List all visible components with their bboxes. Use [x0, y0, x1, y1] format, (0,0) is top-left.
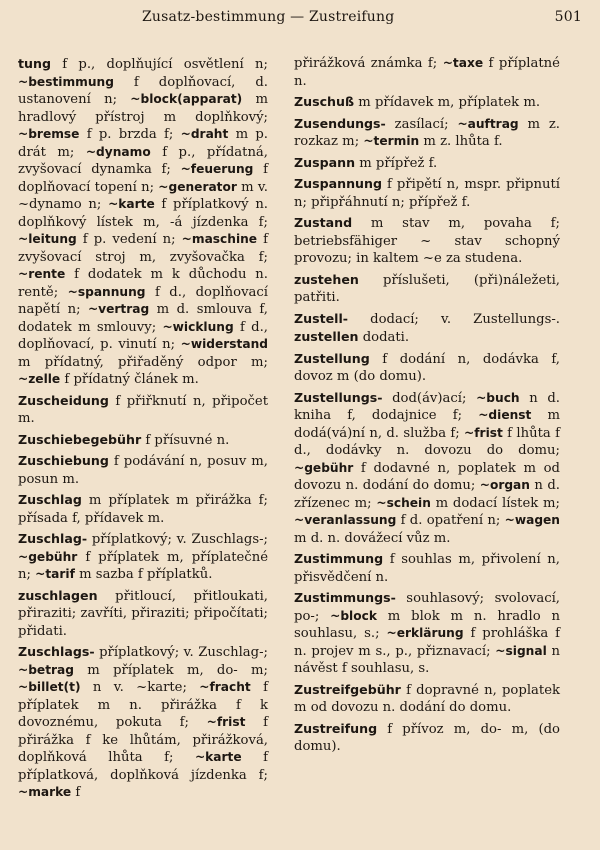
dictionary-entry — [294, 389, 560, 548]
headword: Zuspann — [294, 154, 356, 170]
dictionary-entry — [18, 530, 268, 584]
compound-headword: ~dynamo — [85, 144, 151, 159]
headword: Zustimmungs- — [294, 590, 396, 605]
headword: Zuspannung — [294, 176, 382, 191]
headword: Zusendungs- — [294, 115, 386, 131]
compound-headword: ~signal — [495, 643, 547, 658]
definition-text: příplatkový; v. Zuschlag-; — [94, 645, 268, 660]
definition-text: m d. n. dovážecí vůz m. — [294, 530, 451, 546]
dictionary-entry — [294, 681, 560, 717]
right-column — [294, 55, 560, 759]
compound-headword: ~karte — [194, 750, 242, 764]
compound-headword: ~billet(t) — [18, 680, 81, 694]
compound-headword: ~widerstand — [180, 337, 268, 351]
definition-text: m stav m, povaha f; betriebsfähiger ~ stav schopný provozu; in kaltem ~e za studena. — [294, 216, 560, 266]
compound-headword: ~termin — [363, 134, 420, 148]
definition-text: m p. drát m; — [18, 127, 268, 160]
definition-text: dod(áv)ací; — [382, 390, 477, 406]
definition-text: f p. brzda f; — [79, 127, 181, 142]
definition-text: m z. rozkaz m; — [294, 116, 560, 149]
definition-text: m z. lhůta f. — [419, 134, 503, 149]
compound-headword: ~erklärung — [386, 626, 464, 640]
dictionary-entry — [294, 55, 560, 90]
headword: Zuschlags- — [18, 644, 95, 659]
dictionary-entry — [18, 392, 268, 428]
compound-headword: ~organ — [479, 478, 530, 492]
definition-text: n návěst f souhlasu, s. — [294, 643, 560, 676]
compound-headword: ~wagen — [504, 513, 560, 527]
definition-text: m d. smlouva f, dodatek m smlouvy; — [18, 302, 268, 335]
definition-text: m dodá(vá)ní n, d. služba f; — [294, 408, 560, 441]
dictionary-entry — [294, 350, 560, 386]
definition-text: f dodatek m k důchodu n. rentě; — [18, 267, 268, 300]
compound-headword: ~fracht — [199, 680, 251, 694]
headword: zustehen — [294, 271, 359, 287]
definition-text: n v. ~karte; — [80, 680, 200, 695]
definition-text: f p., doplňující osvětlení n; — [50, 57, 268, 72]
dictionary-entry — [294, 271, 560, 307]
definition-text: f dodavné n, poplatek m od dovozu n. dodání do domu; — [294, 460, 560, 493]
compound-headword: ~block(apparat) — [130, 92, 243, 106]
running-header — [0, 6, 600, 28]
dictionary-entry — [294, 115, 560, 151]
definition-text: m přídavek m, příplatek m. — [354, 95, 541, 110]
compound-headword: ~bestimmung — [18, 74, 114, 89]
definition-text: m přípřež f. — [355, 155, 438, 171]
definition-text: f doplňovací topení n; — [18, 162, 268, 195]
definition-text: f příplatek m, příplatečné n; — [18, 549, 268, 582]
left-column — [18, 55, 268, 805]
definition-text: příplatkový; v. Zuschlags-; — [87, 532, 268, 547]
compound-headword: ~spannung — [67, 284, 146, 299]
definition-text: f zvyšovací stroj m, zvyšovačka f; — [18, 232, 269, 265]
compound-headword: ~frist — [206, 715, 246, 729]
definition-text: f doplňovací, d. ustanovení n; — [18, 74, 268, 107]
definition-text: n d. zřízenec m; — [294, 478, 560, 511]
compound-headword: ~zelle — [18, 372, 61, 386]
definition-text: m v. ~dynamo n; — [18, 179, 268, 212]
headword: Zuscheidung — [18, 392, 109, 408]
dictionary-entry — [294, 175, 560, 211]
headword: Zustand — [294, 215, 353, 230]
compound-headword: ~leitung — [18, 232, 77, 246]
headword: tung — [18, 56, 51, 71]
definition-text: f dopravné n, poplatek m od dovozu n. dodání do domu. — [294, 682, 560, 715]
headword: zustellen — [294, 329, 359, 344]
definition-text: n d. kniha f, dodajnice f; — [294, 390, 560, 423]
dictionary-entry — [294, 720, 560, 756]
headword: Zuschiebegebühr — [18, 431, 142, 447]
dictionary-entry — [18, 55, 268, 389]
definition-text: m blok m n. hradlo n souhlasu, s.; — [294, 608, 560, 641]
definition-text: f d., doplňovací, p. vinutí n; — [18, 319, 268, 352]
dictionary-entry — [294, 93, 560, 112]
definition-text: přirážková známka f; — [294, 56, 443, 71]
dictionary-entry — [294, 214, 560, 268]
definition-text: f příplatkový n. doplňkový lístek m, -á jízdenka f; — [18, 197, 269, 230]
definition-text: f — [71, 785, 81, 800]
definition-text: příslušeti, (při)náležeti, patřiti. — [294, 272, 560, 305]
definition-text: přitloucí, přitloukati, přiraziti; zavříti, přiraziti; připočítati; přidati. — [18, 588, 268, 639]
definition-text: m dodací lístek m; — [430, 495, 560, 511]
definition-text: f příplatková, doplňková jízdenka f; — [18, 750, 269, 783]
headword: Zustellungs- — [294, 389, 383, 405]
compound-headword: ~frist — [464, 425, 503, 440]
header-title: Zusatz-bestimmung — Zustreifung — [142, 9, 395, 25]
definition-text: f lhůta f d., dodávky n. dovozu do domu; — [294, 425, 560, 458]
compound-headword: ~block — [330, 608, 377, 623]
compound-headword: ~maschine — [181, 232, 258, 246]
definition-text: dodací; v. Zustellungs-. — [348, 311, 560, 327]
compound-headword: ~generator — [158, 179, 237, 194]
compound-headword: ~gebühr — [18, 549, 78, 564]
compound-headword: ~wicklung — [162, 319, 234, 334]
compound-headword: ~bremse — [18, 127, 80, 141]
dictionary-entry — [18, 452, 268, 488]
headword: Zustreifung — [294, 720, 378, 736]
compound-headword: ~feuerung — [180, 162, 254, 176]
definition-text: f připětí n, mspr. připnutí n; připřáhnutí n; přípřež f. — [294, 177, 560, 210]
definition-text: f příplatek m n. přirážka f k dovoznému, pokuta f; — [18, 680, 269, 730]
definition-text: f p., přídatná, zvyšovací dynamka f; — [18, 144, 268, 177]
definition-text: f prohláška f n. projev m s., p., přiznavací; — [294, 626, 560, 659]
definition-text: m sazba f příplatků. — [74, 567, 213, 582]
headword: Zustimmung — [294, 551, 384, 566]
compound-headword: ~gebühr — [294, 460, 354, 475]
headword: zuschlagen — [18, 587, 98, 603]
compound-headword: ~buch — [476, 390, 520, 405]
dictionary-entry — [18, 643, 268, 802]
definition-text: f podávání n, posuv m, posun m. — [18, 454, 268, 487]
headword: Zuschuß — [294, 94, 355, 109]
definition-text: m hradlový přístroj m doplňkový; — [18, 92, 268, 125]
definition-text: f příplatné n. — [294, 56, 560, 89]
headword: Zustell- — [294, 310, 349, 326]
definition-text: f přirážka f ke lhůtám, přirážková, doplňková lhůta f; — [18, 715, 268, 765]
definition-text: f souhlas m, přivolení n, přisvědčení n. — [294, 552, 560, 585]
definition-text: m přídatný, přiřaděný odpor m; — [18, 354, 268, 370]
headword: Zuschlag — [18, 492, 82, 507]
definition-text: f přísuvné n. — [141, 432, 230, 448]
dictionary-entry — [294, 550, 560, 586]
compound-headword: ~marke — [18, 785, 72, 799]
definition-text: f d., doplňovací napětí n; — [18, 284, 268, 317]
headword: Zustreifgebühr — [294, 681, 401, 697]
compound-headword: ~draht — [180, 127, 229, 141]
headword: Zuschlag- — [18, 531, 88, 546]
compound-headword: ~schein — [376, 495, 431, 510]
compound-headword: ~vertrag — [87, 302, 150, 316]
definition-text: souhlasový; svolovací, po-; — [294, 591, 560, 624]
dictionary-entry — [294, 154, 560, 173]
dictionary-entry — [294, 589, 560, 678]
compound-headword: ~taxe — [442, 56, 484, 70]
compound-headword: ~betrag — [18, 662, 74, 677]
compound-headword: ~veranlassung — [294, 513, 397, 527]
definition-text: f d. opatření n; — [396, 513, 505, 528]
definition-text: f přídatný článek m. — [60, 372, 199, 387]
dictionary-entry — [18, 491, 268, 527]
definition-text: m příplatek m, do- m; — [74, 662, 268, 678]
definition-text: m příplatek m přirážka f; přísada f, přídavek m. — [18, 493, 268, 526]
compound-headword: ~tarif — [35, 567, 75, 581]
compound-headword: ~dienst — [478, 408, 532, 422]
dictionary-entry — [18, 431, 268, 450]
dictionary-entry — [294, 310, 560, 347]
definition-text: zasílací; — [385, 116, 458, 132]
compound-headword: ~auftrag — [457, 116, 519, 131]
compound-headword: ~rente — [18, 267, 66, 281]
headword: Zustellung — [294, 350, 370, 366]
definition-text: f přiřknutí n, připočet m. — [18, 393, 268, 426]
page-number: 501 — [554, 9, 582, 25]
definition-text: dodati. — [358, 330, 410, 345]
compound-headword: ~karte — [108, 197, 155, 211]
headword: Zuschiebung — [18, 453, 109, 468]
definition-text: f p. vedení n; — [76, 232, 182, 247]
dictionary-entry — [18, 587, 268, 641]
definition-text: f přívoz m, do- m, (do domu). — [294, 721, 560, 754]
definition-text: f dodání n, dodávka f, dovoz m (do domu). — [294, 351, 560, 384]
